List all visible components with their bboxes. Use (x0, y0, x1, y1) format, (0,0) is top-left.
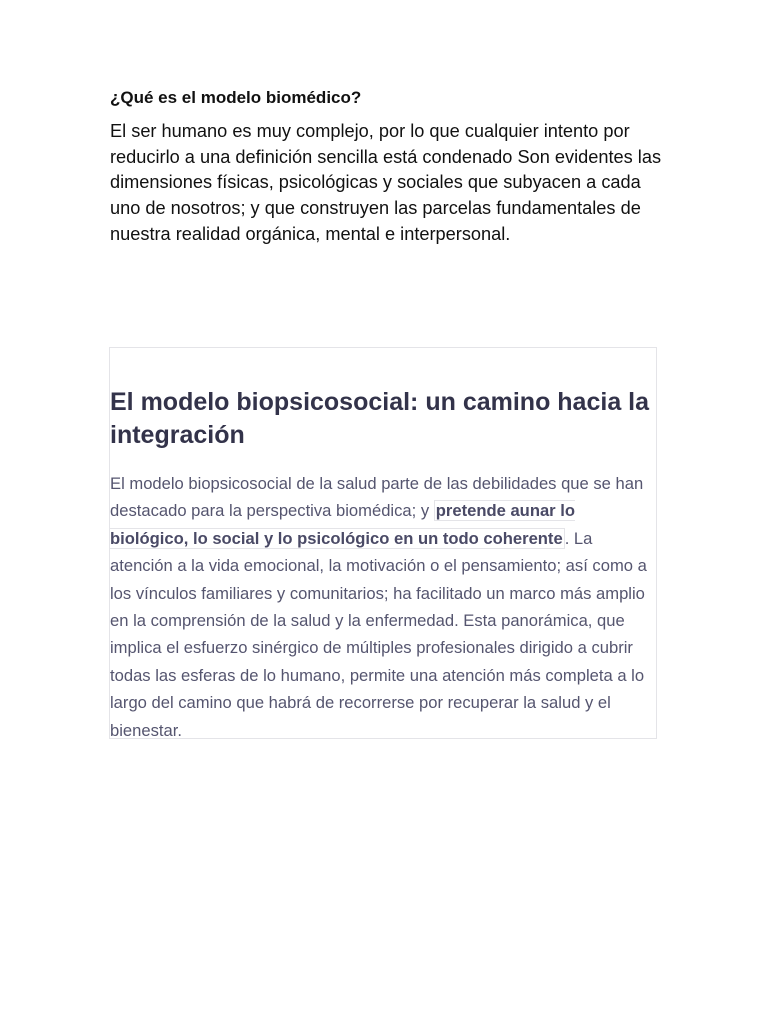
card-heading: El modelo biopsicosocial: un camino hacia la integración (110, 388, 650, 449)
biopsychosocial-model-card (109, 347, 657, 739)
card-paragraph-highlight: pretende aunar lo biológico, lo social y lo psicológico en un todo coherente (110, 501, 575, 548)
card-paragraph-start: El modelo biopsicosocial de la salud parte de las debilidades que se han destacado para la perspectiva biomédica; y (110, 474, 644, 521)
section-heading: ¿Qué es el modelo biomédico? (110, 88, 362, 107)
section-paragraph: El ser humano es muy complejo, por lo que cualquier intento por reducirlo a una definición sencilla está condenado Son evidentes las dimensiones físicas, psicológicas y sociales que subyacen a cada uno de nosotros; y que construyen las parcelas fundamentales de nuestra realidad orgánica, mental e interpersonal. (110, 121, 662, 244)
biomedical-model-section (110, 86, 662, 248)
card-paragraph-end: . La atención a la vida emocional, la motivación o el pensamiento; así como a los vínculos familiares y comunitarios; ha facilitado un marco más amplio en la comprensión de la salud y la enfermedad. Esta panorámica, que implica el esfuerzo sinérgico de múltiples profesionales dirigido a cubrir todas las esferas de lo humano, permite una atención más completa a lo largo del camino que habrá de recorrerse por recuperar la salud y el bienestar. (110, 528, 647, 740)
card-paragraph (110, 470, 656, 744)
